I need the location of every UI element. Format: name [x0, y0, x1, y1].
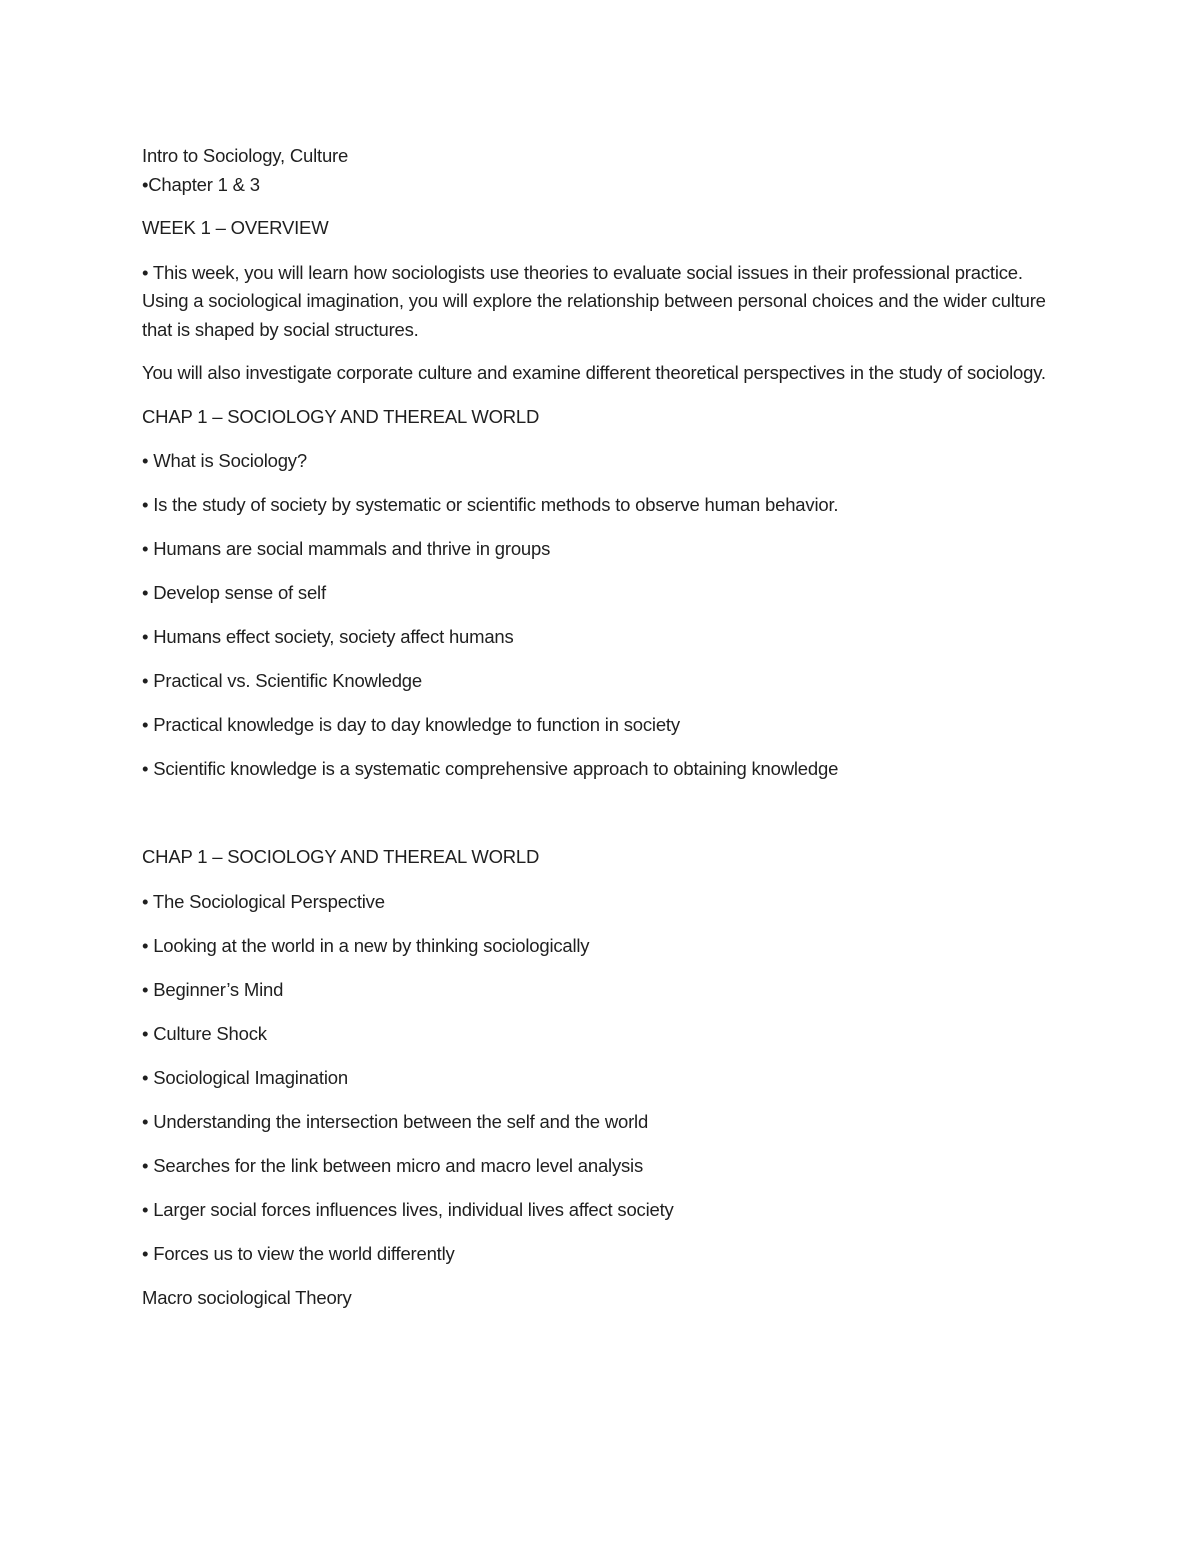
- list-item: • What is Sociology?: [142, 450, 307, 471]
- list-item: • Practical vs. Scientific Knowledge: [142, 670, 422, 691]
- section-2-heading: CHAP 1 – SOCIOLOGY AND THEREAL WORLD: [142, 846, 540, 867]
- list-item: • The Sociological Perspective: [142, 890, 385, 912]
- week-heading: WEEK 1 – OVERVIEW: [142, 217, 329, 238]
- list-item: • Is the study of society by systematic or scientific methods to observe human behavior.: [142, 494, 839, 515]
- overview-paragraph-2: You will also investigate corporate culture and examine different theoretical perspectives in the study of sociology.: [142, 362, 1046, 383]
- list-item: • Forces us to view the world differently: [142, 1242, 455, 1264]
- closing-line: Macro sociological Theory: [142, 1286, 352, 1308]
- list-item: • Scientific knowledge is a systematic comprehensive approach to obtaining knowledge: [142, 758, 839, 779]
- list-item: • Understanding the intersection between the self and the world: [142, 1110, 649, 1132]
- list-item: • Beginner’s Mind: [142, 978, 284, 1000]
- list-item: • Searches for the link between micro and macro level analysis: [142, 1154, 644, 1176]
- document-page: [142, 142, 1062, 1312]
- overview-paragraph: • This week, you will learn how sociologists use theories to evaluate social issues in their professional practice. Using a sociological imagination, you will explore the relationship between personal choices and the wider culture that is shaped by social structures.: [142, 261, 1046, 340]
- section-spacer: [142, 799, 1062, 843]
- list-item: • Humans are social mammals and thrive in groups: [142, 538, 551, 559]
- document-title: Intro to Sociology, Culture: [142, 145, 349, 166]
- list-item: • Larger social forces influences lives, individual lives affect society: [142, 1198, 674, 1220]
- list-item: • Develop sense of self: [142, 582, 326, 603]
- list-item: • Sociological Imagination: [142, 1066, 348, 1088]
- list-item: • Humans effect society, society affect humans: [142, 626, 514, 647]
- chapter-line: •Chapter 1 & 3: [142, 173, 260, 195]
- list-item: • Looking at the world in a new by thinking sociologically: [142, 934, 590, 956]
- list-item: • Practical knowledge is day to day knowledge to function in society: [142, 714, 680, 735]
- list-item: • Culture Shock: [142, 1022, 267, 1044]
- section-1-heading: CHAP 1 – SOCIOLOGY AND THEREAL WORLD: [142, 405, 540, 427]
